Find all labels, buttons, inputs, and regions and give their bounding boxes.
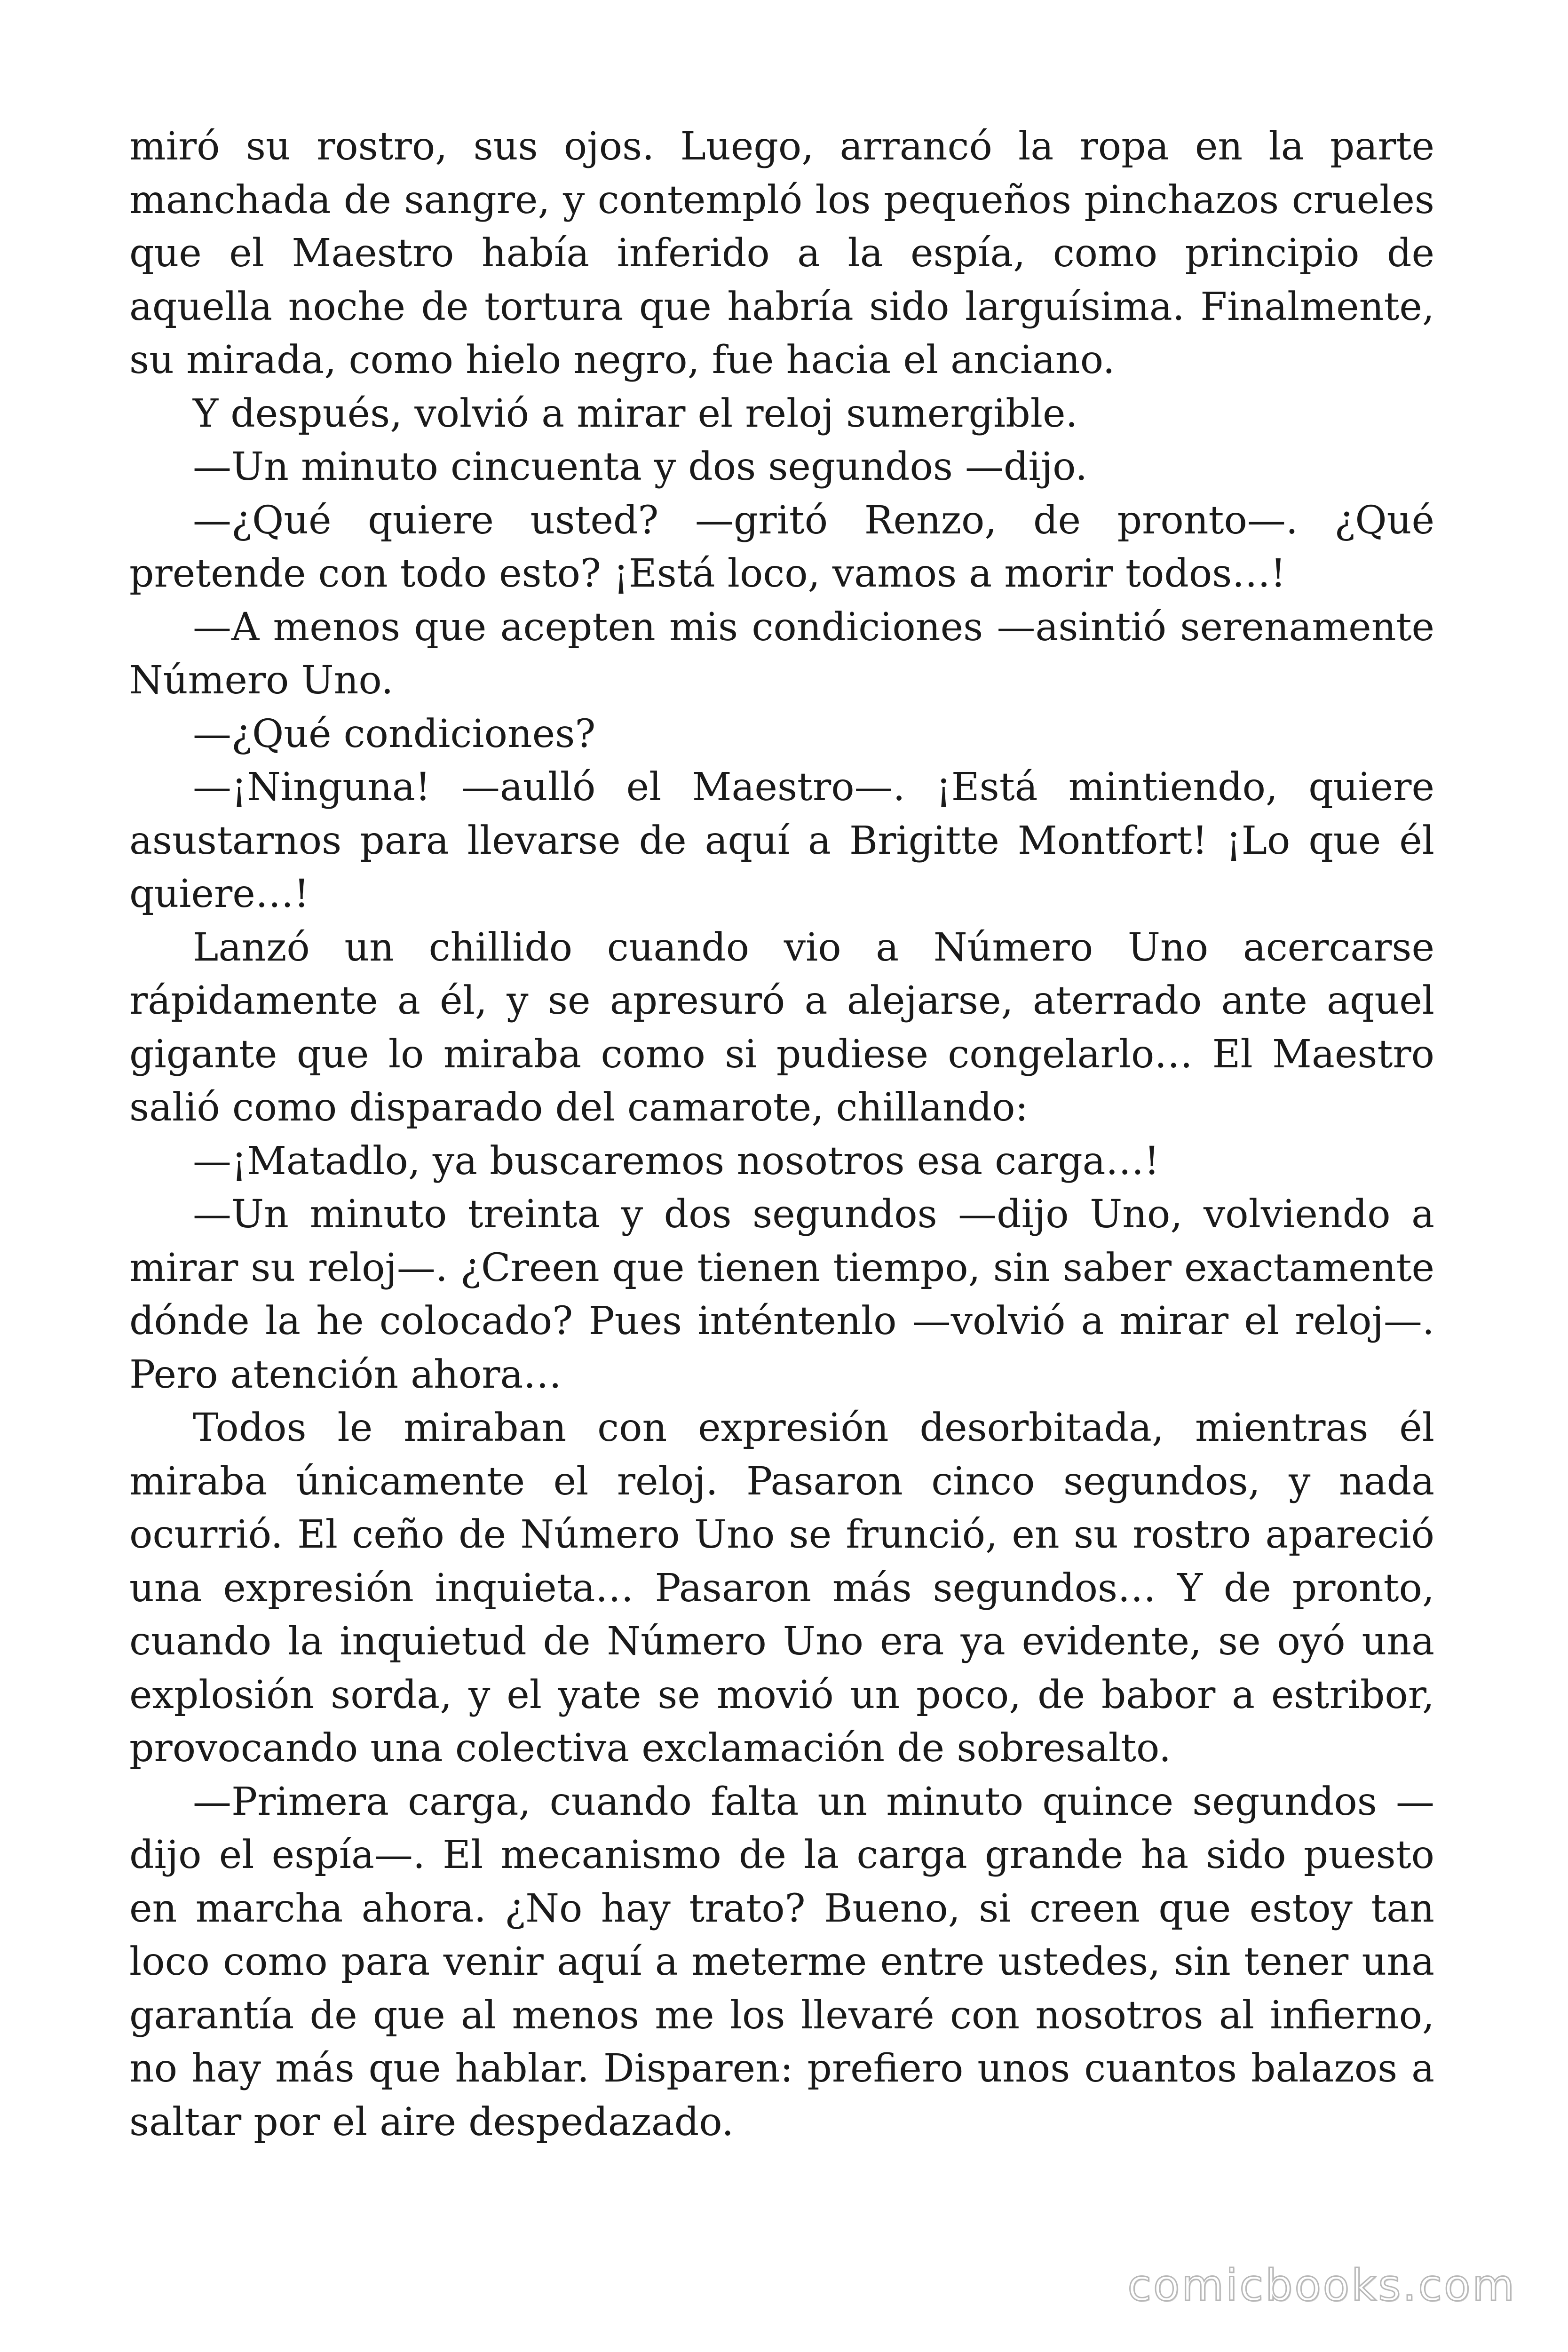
paragraph-11: Todos le miraban con expresión desorbitada, mientras él miraba únicamente el reloj. Pasaron cinco segundos, y nada ocurrió. El ceño de Número Uno se frunció, en su rostro apareció una expresión inquieta… Pasaron más segundos… Y de pronto, cuando la inquietud de Número Uno era ya evidente, se oyó una explosión sorda, y el yate se movió un poco, de babor a estribor, provocando una colectiva exclamación de sobresalto.	[129, 1406, 1434, 1771]
paragraph-4: —¿Qué quiere usted? —gritó Renzo, de pronto—. ¿Qué pretende con todo esto? ¡Está loco, vamos a morir todos…!	[129, 498, 1434, 596]
paragraph-9: —¡Matadlo, ya buscaremos nosotros esa carga…!	[193, 1138, 1160, 1184]
paragraph-6: —¿Qué condiciones?	[193, 711, 596, 756]
page-text	[129, 120, 1434, 2149]
watermark: comicbooks.com	[1127, 2260, 1516, 2311]
paragraph-2: Y después, volvió a mirar el reloj sumergible.	[193, 391, 1078, 436]
paragraph-1: miró su rostro, sus ojos. Luego, arrancó la ropa en la parte manchada de sangre, y contempló los pequeños pinchazos crueles que el Maestro había inferido a la espía, como principio de aquella noche de tortura que habría sido larguísima. Finalmente, su mirada, como hielo negro, fue hacia el anciano.	[129, 124, 1434, 382]
paragraph-12: —Primera carga, cuando falta un minuto quince segundos —dijo el espía—. El mecanismo de la carga grande ha sido puesto en marcha ahora. ¿No hay trato? Bueno, si creen que estoy tan loco como para venir aquí a meterme entre ustedes, sin tener una garantía de que al menos me los llevaré con nosotros al infierno, no hay más que hablar. Disparen: prefiero unos cuantos balazos a saltar por el aire despedazado.	[129, 1779, 1434, 2145]
paragraph-10: —Un minuto treinta y dos segundos —dijo Uno, volviendo a mirar su reloj—. ¿Creen que tienen tiempo, sin saber exactamente dónde la he colocado? Pues inténtenlo —volvió a mirar el reloj—. Pero atención ahora…	[129, 1192, 1434, 1397]
paragraph-7: —¡Ninguna! —aulló el Maestro—. ¡Está mintiendo, quiere asustarnos para llevarse de aquí a Brigitte Montfort! ¡Lo que él quiere…!	[129, 765, 1434, 916]
paragraph-3: —Un minuto cincuenta y dos segundos —dijo.	[193, 445, 1088, 489]
paragraph-5: —A menos que acepten mis condiciones —asintió serenamente Número Uno.	[129, 604, 1434, 703]
paragraph-8: Lanzó un chillido cuando vio a Número Uno acercarse rápidamente a él, y se apresuró a alejarse, aterrado ante aquel gigante que lo miraba como si pudiese congelarlo… El Maestro salió como disparado del camarote, chillando:	[129, 925, 1434, 1130]
